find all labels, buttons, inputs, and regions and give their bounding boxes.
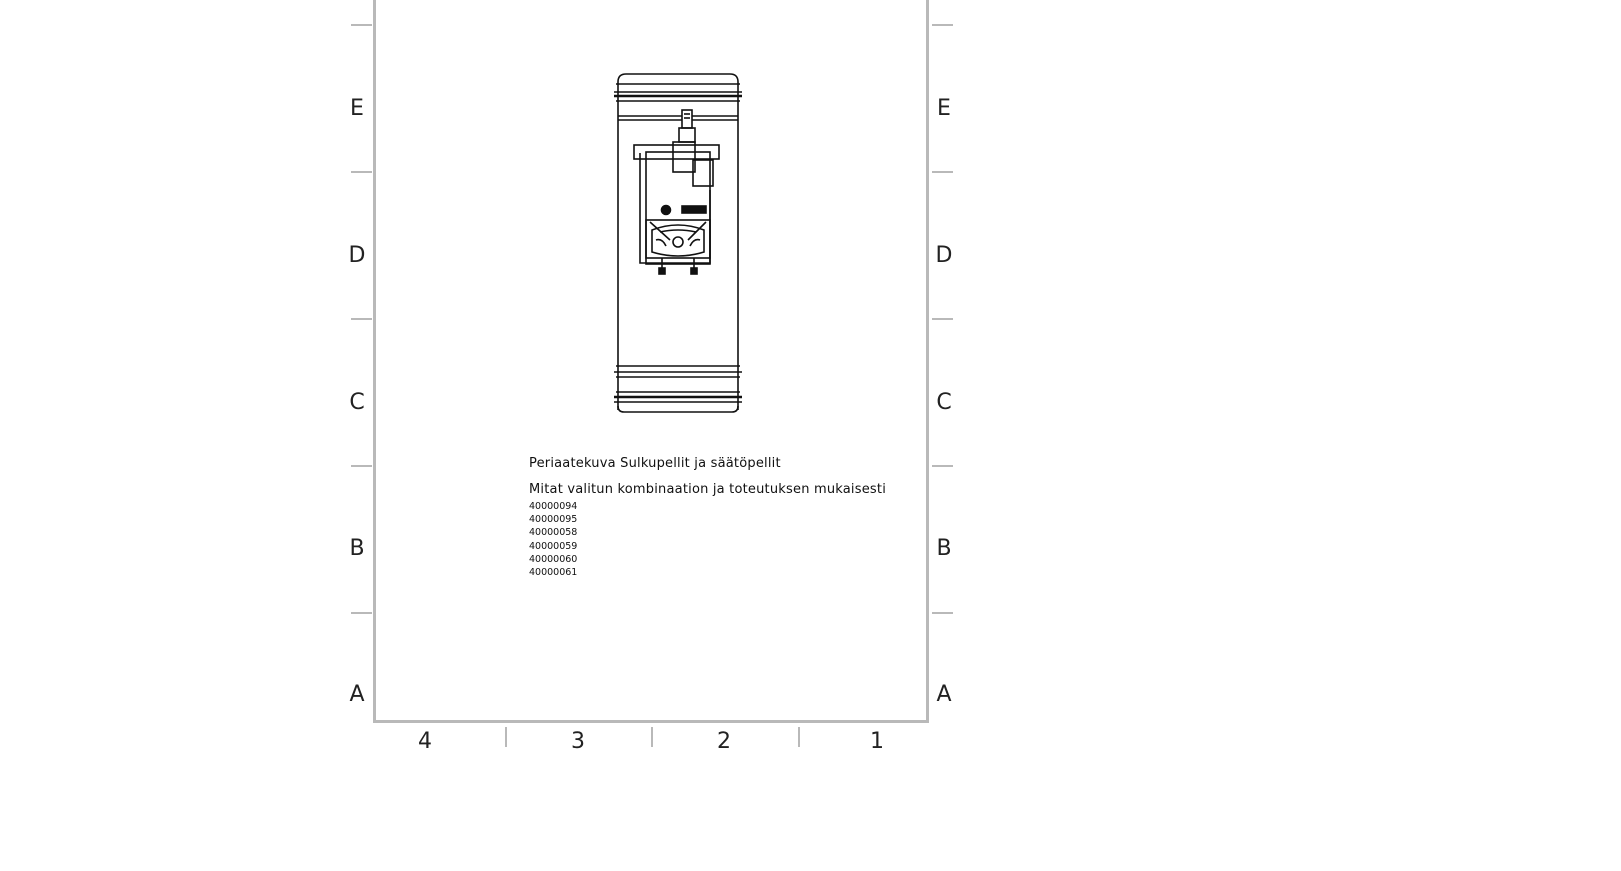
zone-label-right-d: D (935, 243, 953, 268)
zone-tick (932, 24, 953, 26)
zone-label-left-d: D (348, 243, 366, 268)
zone-tick (351, 171, 372, 173)
product-code: 40000060 (529, 553, 578, 565)
zone-label-left-c: C (349, 390, 365, 415)
zone-label-col-4: 4 (418, 729, 432, 754)
product-code: 40000061 (529, 567, 578, 579)
drawing-title: Periaatekuva Sulkupellit ja säätöpellit (529, 456, 781, 471)
zone-tick (798, 727, 800, 747)
zone-tick (351, 24, 372, 26)
zone-tick (351, 318, 372, 320)
zone-label-left-b: B (349, 536, 365, 561)
zone-label-right-a: A (936, 682, 952, 707)
actuator-icon (634, 110, 719, 274)
zone-label-right-c: C (936, 390, 952, 415)
zone-tick (932, 465, 953, 467)
product-code: 40000095 (529, 514, 578, 526)
product-code-list (529, 500, 577, 579)
zone-tick (351, 465, 372, 467)
zone-label-col-1: 1 (870, 729, 884, 754)
product-code: 40000059 (529, 540, 578, 552)
zone-label-right-b: B (936, 536, 952, 561)
zone-tick (932, 612, 953, 614)
zone-label-right-e: E (937, 96, 951, 121)
drawing-subtitle: Mitat valitun kombinaation ja toteutuksen mukaisesti (529, 482, 887, 497)
zone-label-left-e: E (350, 96, 364, 121)
zone-label-col-2: 2 (717, 729, 731, 754)
zone-label-left-a: A (349, 682, 365, 707)
product-code: 40000094 (529, 501, 578, 512)
zone-tick (932, 318, 953, 320)
zone-tick (351, 612, 372, 614)
zone-label-col-3: 3 (571, 729, 585, 754)
damper-drawing (610, 70, 746, 416)
product-code: 40000058 (529, 527, 578, 539)
zone-tick (505, 727, 507, 747)
zone-tick (932, 171, 953, 173)
zone-tick (651, 727, 653, 747)
